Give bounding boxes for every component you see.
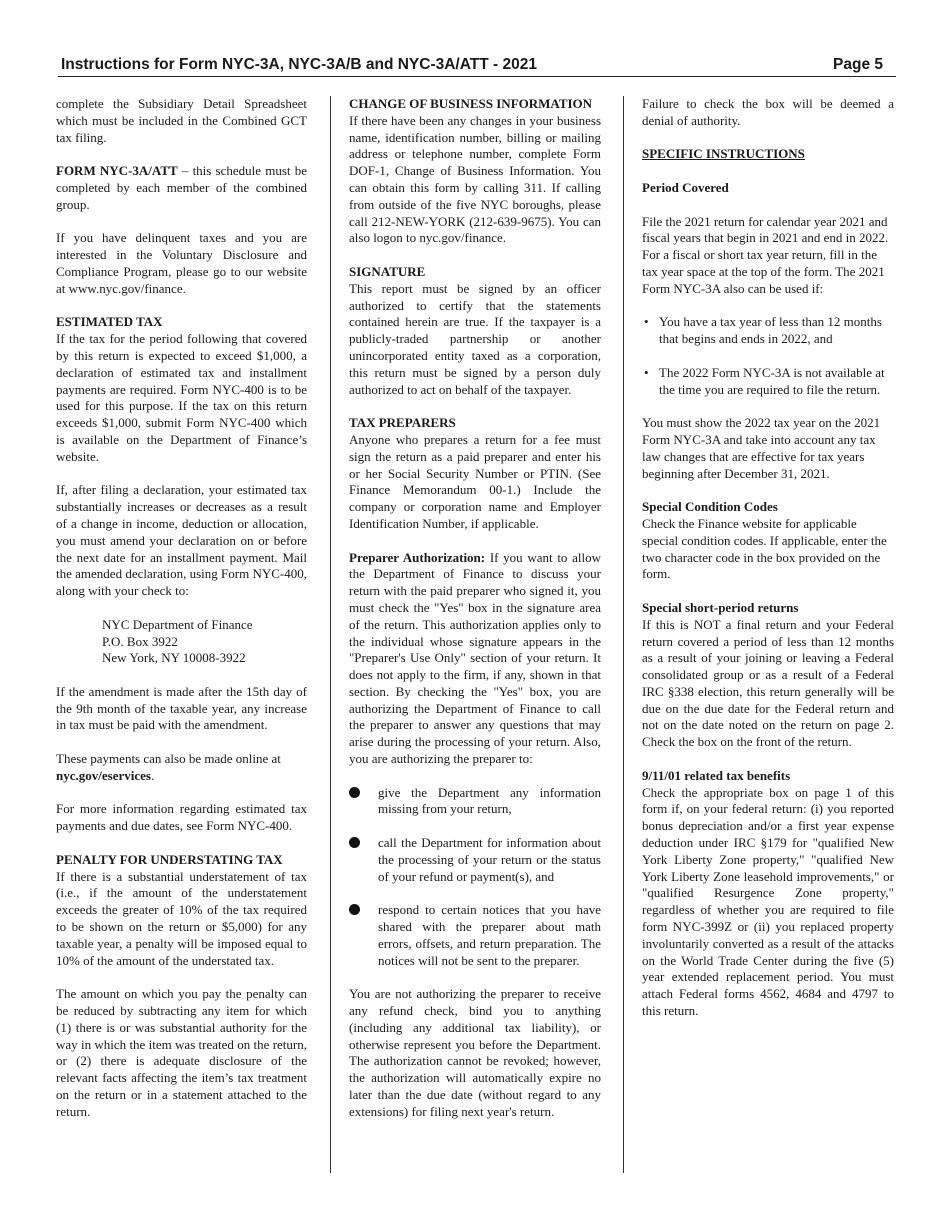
section-heading: CHANGE OF BUSINESS INFORMATION <box>349 96 593 111</box>
paragraph-text: Anyone who prepares a return for a fee must sign the return as a paid preparer and enter his or her Social Security Number or PTIN. (See Finance Memorandum 00-1.) Include the company or corporation name and Employer Identification Number, if applicable. <box>349 431 601 531</box>
column-2 <box>349 96 601 1137</box>
paragraph: If, after filing a declaration, your estimated tax substantially increases or decreases as a result of a change in income, deduction or allocation, you must amend your declaration on or before the next date for an installment payment. Mail the amended declaration, using Form NYC-400, along with your check to: <box>56 482 307 599</box>
section-estimated-tax <box>56 314 307 465</box>
paragraph-text: If this is NOT a final return and your Federal return covered a period of less than 12 months as a result of your joining or leaving a Federal consolidated group or as a result of a Federal IRC §338 election, this return generally will be due on the due date for the Federal return and not on the date noted on the return on page 2. Check the box on the front of the return. <box>642 616 894 750</box>
paragraph: If you have delinquent taxes and you are interested in the Voluntary Disclosure and Compliance Program, please go to our website at www.nyc.gov/finance. <box>56 230 307 296</box>
list-item-text: call the Department for information about the processing of your return or the status of your refund or payment(s), and <box>378 835 601 884</box>
paragraph-text: Check the appropriate box on page 1 of this form if, on your federal return: (i) you reported bonus depreciation and/or a first year expense deduction under IRC §179 for "qualified New York Liberty Zone property," "qualified New York Liberty Zone leasehold improvements," or "qualified Resurgence Zone property," regardless of whether you are required to file form NYC-399Z or (ii) you replaced property involuntarily converted as a result of the attacks on the World Trade Center during the five (5) year extended replacement period. You must attach Federal forms 4562, 4684 and 4797 to this return. <box>642 784 894 1019</box>
eservices-link: nyc.gov/eservices <box>56 767 151 783</box>
section-heading: Special Condition Codes <box>642 499 778 515</box>
paragraph <box>56 751 307 785</box>
section-heading: Special short-period returns <box>642 599 799 615</box>
paragraph-text: – this schedule must be completed by each member of the combined group. <box>56 163 307 212</box>
section-heading: Period Covered <box>642 179 729 195</box>
section-heading: SPECIFIC INSTRUCTIONS <box>642 146 805 162</box>
section-period-covered <box>642 180 894 197</box>
address-line: New York, NY 10008-3922 <box>102 650 246 666</box>
paragraph: Failure to check the box will be deemed a denial of authority. <box>642 96 894 128</box>
list-item-text: The 2022 Form NYC-3A is not available at the time you are required to file the return. <box>659 364 885 397</box>
list-item <box>349 785 601 819</box>
bullet-icon: • <box>644 314 649 330</box>
section-change-of-business <box>349 96 601 247</box>
section-special-condition-codes <box>642 499 894 583</box>
page-number: Page 5 <box>833 56 883 73</box>
paragraph-text: These payments can also be made online at <box>56 751 281 767</box>
paragraph <box>56 163 307 213</box>
list-item-text: give the Department any information missing from your return, <box>378 784 601 817</box>
paragraph: The amount on which you pay the penalty can be reduced by subtracting any item for which (1) there is or was substantial authority for the way in which the item was treated on the return, or (2) there is adequate disclosure of the relevant facts affecting the item’s tax treatment on the return or in a statement attached to the return. <box>56 986 307 1119</box>
section-short-period-returns <box>642 600 894 751</box>
paragraph-text: If there is a substantial understatement of tax (i.e., if the amount of the understatement exceeds the greater of 10% of the tax required to be shown on the return or $5,000) for any taxable year, a penalty will be imposed equal to 10% of the amount of the understated tax. <box>56 868 307 968</box>
column-divider <box>330 96 331 1173</box>
section-heading: TAX PREPARERS <box>349 415 456 431</box>
section-specific-instructions <box>642 146 894 163</box>
section-signature <box>349 264 601 398</box>
preparer-authorization-label: Preparer Authorization: <box>349 549 486 565</box>
list-item <box>642 365 894 399</box>
paragraph-text: This report must be signed by an officer authorized to certify that the statements contained herein are true. If the taxpayer is a publicly-traded partnership or another unincorporated entity taxed as a corporation, this return must be signed by a person duly authorized to act on behalf of the taxpayer. <box>349 280 601 397</box>
section-heading: PENALTY FOR UNDERSTATING TAX <box>56 851 283 867</box>
paragraph: For more information regarding estimated tax payments and due dates, see Form NYC-400. <box>56 801 307 834</box>
paragraph: complete the Subsidiary Detail Spreadsheet which must be included in the Combined GCT tax filing. <box>56 96 307 145</box>
bullet-icon <box>349 837 360 848</box>
bullet-icon: • <box>644 364 649 380</box>
address-line: P.O. Box 3922 <box>102 633 178 649</box>
document-title: Instructions for Form NYC-3A, NYC-3A/B and NYC-3A/ATT - 2021 <box>61 56 537 73</box>
paragraph: If the amendment is made after the 15th day of the 9th month of the taxable year, any increase in tax must be paid with the amendment. <box>56 683 307 733</box>
paragraph <box>349 550 601 768</box>
address-line: NYC Department of Finance <box>102 616 253 632</box>
paragraph-text: If there have been any changes in your business name, identification number, billing or mailing address or telephone number, complete Form DOF-1, Change of Business Information. You can obtain this form by calling 311. If calling from outside of the five NYC boroughs, please call 212-NEW-YORK (212-639-9675). You can also logon to nyc.gov/finance. <box>349 112 601 246</box>
section-911-benefits <box>642 768 894 1020</box>
section-heading: ESTIMATED TAX <box>56 314 163 330</box>
column-1 <box>56 96 307 1137</box>
bullet-icon <box>349 904 360 915</box>
column-3 <box>642 96 894 1037</box>
paragraph-text: . <box>150 767 155 783</box>
paragraph-text: If you want to allow the Department of Finance to discuss your return with the paid preparer who signed it, you must check the "Yes" box in the signature area of the return. This authorization applies only to the individual whose signature appears in the "Preparer's Use Only" section of your return. It does not apply to the firm, if any, shown in that section. By checking the "Yes" box, you are authorizing the Department of Finance to call the preparer to answer any questions that may arise during the processing of your return. Also, you are authorizing the preparer to: <box>349 549 601 767</box>
paragraph-text: If the tax for the period following that covered by this return is expected to exceed $1,000, a declaration of estimated tax and installment payments are required. Form NYC-400 is to be used for this purpose. If the tax on this return exceeds $1,000, submit Form NYC-400 which is available on the Department of Finance’s website. <box>56 331 307 464</box>
list-item-text: respond to certain notices that you have shared with the preparer about math errors, offsets, and return preparation. The notices will not be sent to the preparer. <box>378 902 601 968</box>
page-header <box>58 52 896 77</box>
list-item <box>349 902 601 969</box>
section-heading: 9/11/01 related tax benefits <box>642 767 791 783</box>
paragraph: File the 2021 return for calendar year 2021 and fiscal years that begin in 2021 and end in 2022. For a fiscal or short tax year return, fill in the tax year space at the top of the form. The 2021 Form NYC-3A also can be used if: <box>642 213 889 296</box>
section-tax-preparers <box>349 415 601 533</box>
list-item <box>349 835 601 885</box>
list-item <box>642 314 894 348</box>
column-divider <box>623 96 624 1173</box>
paragraph: You must show the 2022 tax year on the 2021 Form NYC-3A and take into account any tax law changes that are effective for tax years beginning after December 31, 2021. <box>642 415 881 481</box>
paragraph: You are not authorizing the preparer to receive any refund check, bind you to anything (including any additional tax liability), or otherwise represent you before the Department. The authorization cannot be revoked; however, the authorization will automatically expire no later than the due date (without regard to any extensions) for filing next year's return. <box>349 986 601 1119</box>
paragraph-text: Check the Finance website for applicable special condition codes. If applicable, enter the two character code in the box provided on the form. <box>642 515 887 582</box>
form-att-label: FORM NYC-3A/ATT <box>56 163 178 179</box>
bullet-icon <box>349 787 360 798</box>
section-heading: SIGNATURE <box>349 263 426 279</box>
list-item-text: You have a tax year of less than 12 months that begins and ends in 2022, and <box>659 314 882 347</box>
section-penalty <box>56 852 307 970</box>
mailing-address <box>56 617 307 667</box>
